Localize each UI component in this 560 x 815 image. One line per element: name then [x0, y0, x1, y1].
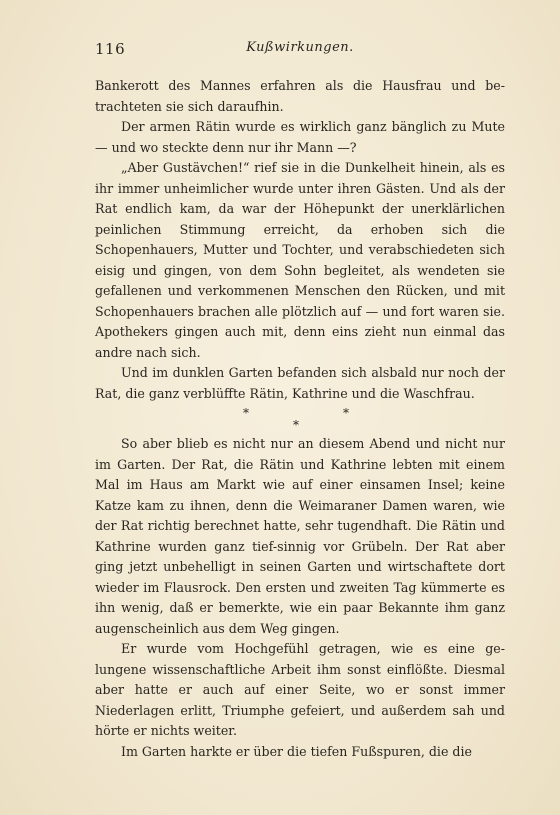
- body-text: [95, 76, 505, 762]
- page-header: [95, 40, 505, 62]
- paragraph: So aber blieb es nicht nur an diesem Abend und nicht nur im Garten. Der Rat, die Rätin und Kathrine lebten mit einem Mal im Haus am Markt wie auf einer einsamen Insel; keine Katze kam zu ihnen, denn die Weimaraner Damen waren, wie der Rat richtig berechnet hatte, sehr tugendhaft. Die Rätin und Kathrine wurden ganz tief-sinnig vor Grübeln. Der Rat aber ging jetzt unbehelligt in seinen Garten und wirtschaftete dort wieder im Flausrock. Den ersten und zweiten Tag kümmerte es ihn wenig, daß er bemerkte, wie ein paar Bekannte ihm ganz augenscheinlich aus dem Weg gingen.: [95, 436, 505, 636]
- separator-star: *: [343, 406, 349, 420]
- paragraph: Er wurde vom Hochgefühl getragen, wie es eine ge-lungene wissenschaftliche Arbeit ihm sonst einflößte. Diesmal aber hatte er auch auf einer Seite, wo er sonst immer Niederlagen erlitt, Triumphe gefeiert, und außerdem sah und hörte er nichts weiter.: [95, 641, 505, 738]
- separator-star: *: [293, 418, 299, 432]
- section-separator: [95, 404, 505, 434]
- running-title: Kußwirkungen.: [246, 40, 354, 55]
- paragraph: Der armen Rätin wurde es wirklich ganz bänglich zu Mute — und wo steckte denn nur ihr Mann —?: [95, 119, 505, 155]
- paragraph: Im Garten harkte er über die tiefen Fußspuren, die die: [121, 743, 472, 759]
- separator-star: *: [243, 406, 249, 420]
- page-number: 116: [95, 40, 126, 58]
- paragraph-continued: Bankerott des Mannes erfahren als die Hausfrau und be-trachteten sie sich daraufhin.: [95, 78, 505, 114]
- paragraph: Und im dunklen Garten befanden sich alsbald nur noch der Rat, die ganz verblüffte Rätin, Kathrine und die Waschfrau.: [95, 365, 505, 401]
- paragraph: „Aber Gustävchen!“ rief sie in die Dunkelheit hinein, als es ihr immer unheimlicher wurde unter ihren Gästen. Und als der Rat endlich kam, da war der Höhepunkt der unerklärlichen peinlichen Stimmung erreicht, da erhoben sich die Schopenhauers, Mutter und Tochter, und verabschiedeten sich eisig und gingen, von dem Sohn begleitet, als wendeten sie gefallenen und verkommenen Menschen den Rücken, und mit Schopenhauers brachen alle plötzlich auf — und fort waren sie. Apothekers gingen auch mit, denn eins zieht nun einmal das andre nach sich.: [95, 160, 505, 360]
